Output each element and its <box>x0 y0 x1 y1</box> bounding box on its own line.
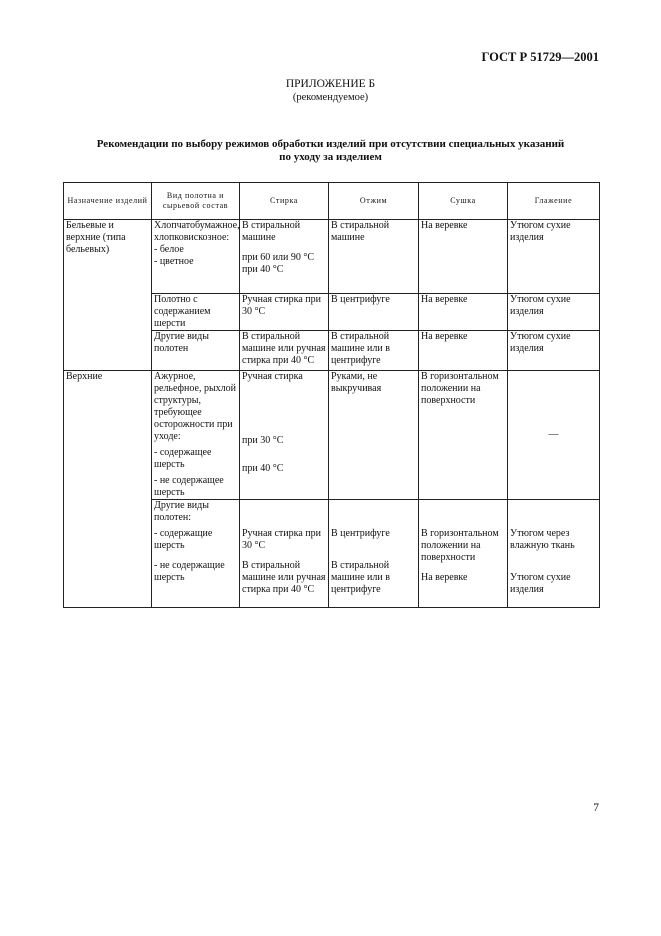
wash-outer-wool: Ручная стирка при 30 °С <box>242 528 321 551</box>
dry-outer-wool: В горизонтальном положении на поверхности <box>421 528 499 563</box>
wash-outer-nowool: В стиральной машине или ручная стирка при 40 °С <box>242 560 326 595</box>
cell-spin-outer-other <box>329 500 419 608</box>
appendix-title: ПРИЛОЖЕНИЕ Б <box>285 78 376 90</box>
fabric-openwork-wool: - содержащее шерсть <box>154 447 212 470</box>
header-iron: Глажение <box>508 183 600 220</box>
recommendations-table <box>63 182 600 608</box>
cell-wash-cotton <box>240 220 329 294</box>
cell-wash-other: В стиральной машине или ручная стирка при 40 °С <box>240 331 329 371</box>
fabric-colored: - цветное <box>154 256 194 267</box>
wash-cotton-text: В стиральной машине <box>242 220 301 243</box>
fabric-white: - белое <box>154 244 184 255</box>
dry-outer-nowool: На веревке <box>421 572 468 583</box>
fabric-cotton-text: Хлопчатобумажное, хлопковискозное: <box>154 220 240 243</box>
spin-outer-nowool: В стиральной машине или в центрифуге <box>331 560 390 595</box>
table-title-line1: Рекомендации по выбору режимов обработки изделий при отсутствии специальных указаний <box>96 138 565 150</box>
cell-iron-cotton: Утюгом сухие изделия <box>508 220 600 294</box>
cell-wash-outer-other <box>240 500 329 608</box>
cell-dry-cotton: На веревке <box>419 220 508 294</box>
cell-fabric-cotton <box>152 220 240 294</box>
wash-white: при 60 или 90 °С <box>242 252 315 263</box>
appendix-subtitle: (рекомендуемое) <box>292 92 369 103</box>
cell-dry-wool: На веревке <box>419 294 508 331</box>
table-title-line2: по уходу за изделием <box>279 151 382 163</box>
wash-openwork-wool: при 30 °С <box>242 435 284 446</box>
cell-spin-other: В стиральной машине или в центрифуге <box>329 331 419 371</box>
cell-purpose-linen: Бельевые и верхние (типа бельевых) <box>64 220 152 371</box>
table-row <box>64 371 600 500</box>
cell-iron-openwork: — <box>508 371 600 500</box>
cell-wash-wool: Ручная стирка при 30 °С <box>240 294 329 331</box>
cell-dry-openwork: В горизонтальном положении на поверхности <box>419 371 508 500</box>
page-number: 7 <box>593 802 599 814</box>
cell-iron-wool: Утюгом сухие изделия <box>508 294 600 331</box>
cell-fabric-openwork <box>152 371 240 500</box>
header-wash: Стирка <box>240 183 329 220</box>
header-spin: Отжим <box>329 183 419 220</box>
cell-iron-other: Утюгом сухие изделия <box>508 331 600 371</box>
cell-spin-wool: В центрифуге <box>329 294 419 331</box>
header-fabric: Вид полотна и сырьевой состав <box>152 183 240 220</box>
cell-spin-cotton: В стиральной машине <box>329 220 419 294</box>
iron-outer-wool: Утюгом через влажную ткань <box>510 528 575 551</box>
fabric-openwork-text: Ажурное, рельефное, рыхлой структуры, требующее осторожности при уходе: <box>154 371 237 442</box>
cell-wash-openwork <box>240 371 329 500</box>
document-code: ГОСТ Р 51729—2001 <box>481 50 599 64</box>
table-row <box>64 220 600 294</box>
wash-colored: при 40 °С <box>242 264 284 275</box>
cell-fabric-wool: Полотно с содержанием шерсти <box>152 294 240 331</box>
cell-dry-outer-other <box>419 500 508 608</box>
header-purpose: Назначение изделий <box>64 183 152 220</box>
cell-purpose-outer: Верхние <box>64 371 152 608</box>
wash-openwork-text: Ручная стирка <box>242 371 303 382</box>
fabric-outer-other-text: Другие виды полотен: <box>154 500 209 523</box>
appendix-heading <box>0 78 661 104</box>
cell-spin-openwork: Руками, не выкручивая <box>329 371 419 500</box>
fabric-openwork-nowool: - не содержащее шерсть <box>154 475 224 498</box>
wash-openwork-nowool: при 40 °С <box>242 463 284 474</box>
cell-fabric-outer-other <box>152 500 240 608</box>
fabric-outer-wool: - содержащие шерсть <box>154 528 213 551</box>
cell-dry-other: На веревке <box>419 331 508 371</box>
spin-outer-wool: В центрифуге <box>331 528 390 539</box>
cell-iron-outer-other <box>508 500 600 608</box>
iron-outer-nowool: Утюгом сухие изделия <box>510 572 571 595</box>
fabric-outer-nowool: - не содержащие шерсть <box>154 560 225 583</box>
table-header-row <box>64 183 600 220</box>
header-dry: Сушка <box>419 183 508 220</box>
table-title <box>60 138 601 164</box>
cell-fabric-other: Другие виды полотен <box>152 331 240 371</box>
